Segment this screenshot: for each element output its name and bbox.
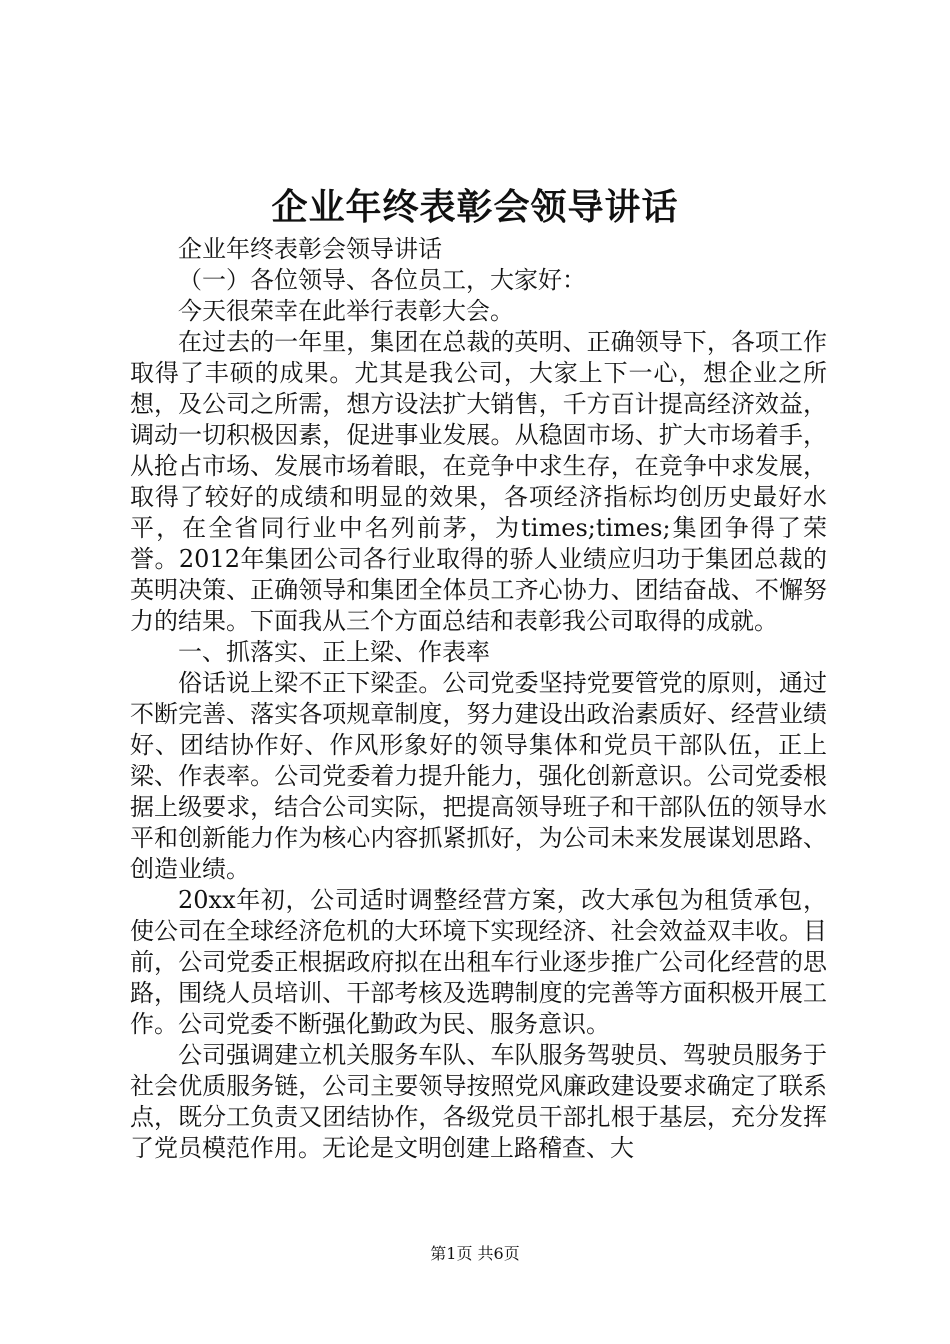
section-heading: 一、抓落实、正上梁、作表率	[178, 638, 490, 666]
body-paragraph: 企业年终表彰会领导讲话	[178, 235, 442, 263]
document-body	[130, 234, 827, 1164]
body-paragraph: 俗话说上梁不正下梁歪。公司党委坚持党要管党的原则，通过不断完善、落实各项规章制度，努力建设出政治素质好、经营业绩好、团结协作好、作风形象好的领导集体和党员干部队伍，正上梁、作表率。公司党委着力提升能力，强化创新意识。公司党委根据上级要求，结合公司实际，把提高领导班子和干部队伍的领导水平和创新能力作为核心内容抓紧抓好，为公司未来发展谋划思路、创造业绩。	[130, 669, 827, 883]
body-paragraph: 今天很荣幸在此举行表彰大会。	[178, 297, 514, 325]
body-paragraph: （一）各位领导、各位员工，大家好：	[178, 266, 586, 294]
document-title: 企业年终表彰会领导讲话	[271, 186, 679, 228]
body-paragraph: 公司强调建立机关服务车队、车队服务驾驶员、驾驶员服务于社会优质服务链，公司主要领导按照党风廉政建设要求确定了联系点，既分工负责又团结协作，各级党员干部扎根于基层，充分发挥了党员模范作用。无论是文明创建上路稽查、大	[130, 1041, 827, 1162]
page-number-footer: 第1页 共6页	[430, 1244, 520, 1263]
body-paragraph: 在过去的一年里，集团在总裁的英明、正确领导下，各项工作取得了丰硕的成果。尤其是我公司，大家上下一心，想企业之所想，及公司之所需，想方设法扩大销售，千方百计提高经济效益，调动一切积极因素，促进事业发展。从稳固市场、扩大市场着手，从抢占市场、发展市场着眼，在竞争中求生存，在竞争中求发展，取得了较好的成绩和明显的效果，各项经济指标均创历史最好水平，在全省同行业中名列前茅，为times;times;集团争得了荣誉。2012年集团公司各行业取得的骄人业绩应归功于集团总裁的英明决策、正确领导和集团全体员工齐心协力、团结奋战、不懈努力的结果。下面我从三个方面总结和表彰我公司取得的成就。	[130, 328, 827, 635]
body-paragraph: 20xx年初，公司适时调整经营方案，改大承包为租赁承包，使公司在全球经济危机的大环境下实现经济、社会效益双丰收。目前，公司党委正根据政府拟在出租车行业逐步推广公司化经营的思路，围绕人员培训、干部考核及选聘制度的完善等方面积极开展工作。公司党委不断强化勤政为民、服务意识。	[130, 886, 827, 1038]
